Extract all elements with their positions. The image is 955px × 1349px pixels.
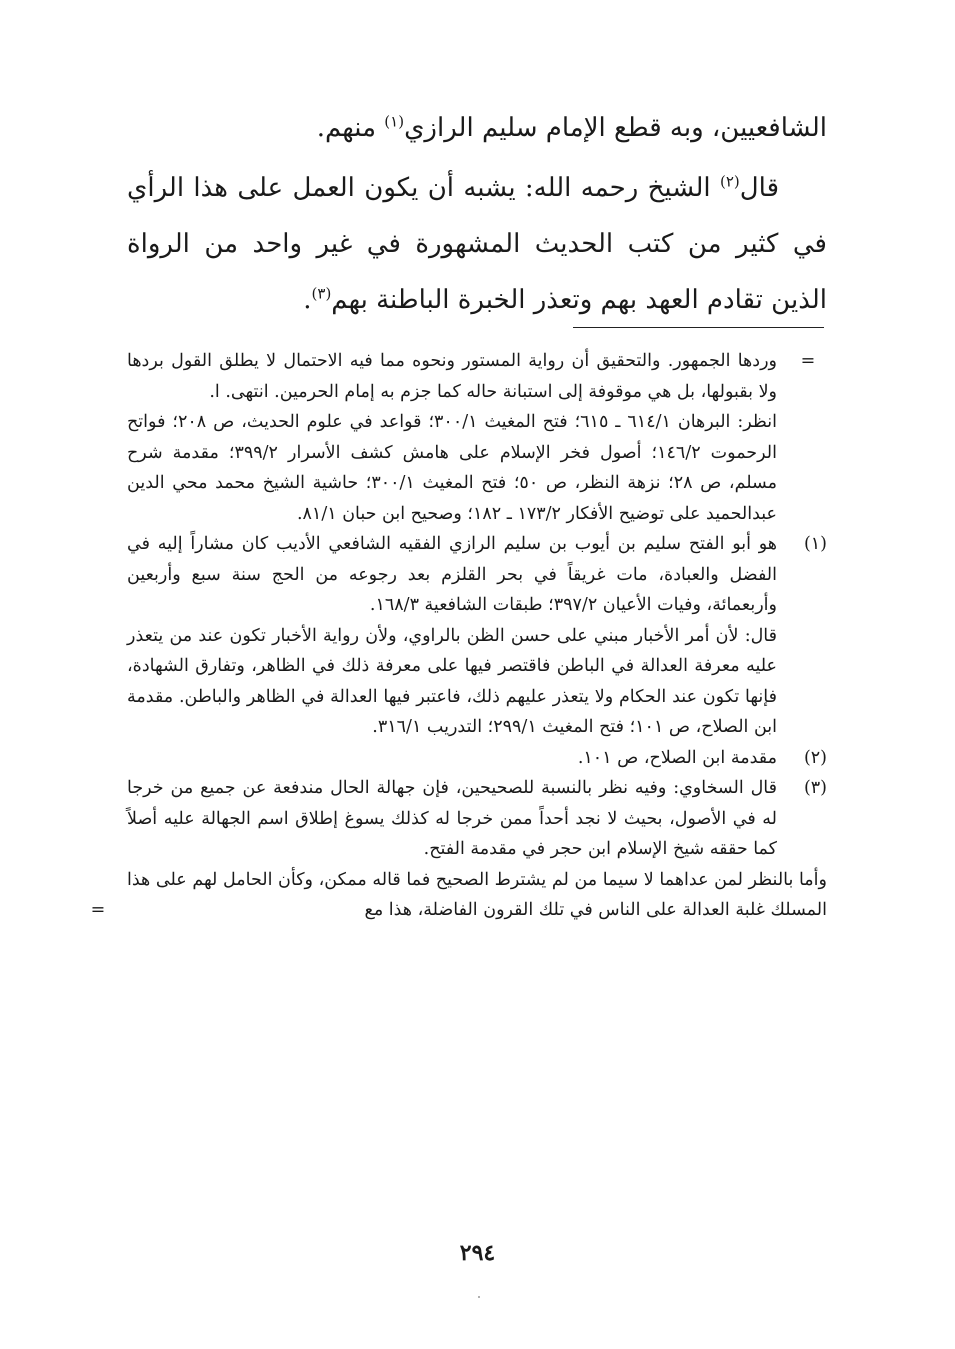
footnote-1-text: هو أبو الفتح سليم بن أيوب بن سليم الرازي الفقيه الشافعي الأديب كان مشاراً إليه في الفضل والعبادة، مات غريقاً في بحر القلزم بعد رجوعه من الحج سنة سبع وأربعين وأربعمائة، وفيات الأعيان ٣٩٧/٢؛ طبقات الشافعية ١٦٨/٣. bbox=[127, 534, 777, 615]
main-p1-text: الشافعيين، وبه قطع الإمام سليم الرازي bbox=[404, 113, 827, 143]
footnote-ref-3[interactable]: (٣) bbox=[311, 284, 332, 303]
main-p2-body: الشيخ رحمه الله: يشبه أن يكون العمل على هذا الرأي في كثير من كتب الحديث المشهورة في غير واحد من الرواة الذين تقادم العهد بهم وتعذر الخبرة الباطنة بهم bbox=[127, 173, 827, 315]
footnote-3 bbox=[90, 773, 827, 926]
footnote-3-text: قال السخاوي: وفيه نظر بالنسبة للصحيحين، فإن جهالة الحال مندفعة عن جميع من خرجا له في الأصول، بحيث لا نجد أحداً ممن خرجا له كذلك يسوغ إطلاق اسم الجهالة عليه أصلاً كما حققه شيخ الإسلام ابن حجر في مقدمة الفتح. bbox=[127, 778, 777, 859]
page-number: ٢٩٤ bbox=[459, 1240, 496, 1266]
footnote-ref-2[interactable]: (٢) bbox=[719, 172, 740, 191]
main-paragraph-1 bbox=[127, 100, 827, 156]
main-p1-tail: منهم. bbox=[316, 113, 385, 143]
end-continuation-marker: = bbox=[90, 900, 106, 920]
page-dot bbox=[478, 1296, 480, 1298]
footnote-ref-1[interactable]: (١) bbox=[384, 112, 405, 131]
footnote-3-text-2 bbox=[127, 865, 827, 926]
footnote-1 bbox=[127, 529, 827, 743]
main-paragraph-2 bbox=[127, 160, 827, 328]
footnote-2-text: مقدمة ابن الصلاح، ص ١٠١. bbox=[577, 747, 777, 768]
continuation-references: انظر: البرهان ٦١٤/١ ـ ٦١٥؛ فتح المغيث ٣٠٠/١؛ قواعد في علوم الحديث، ص ٢٠٨؛ فواتح الرحموت ١٤٦/٢؛ أصول فخر الإسلام على هامش كشف الأسرار ٣٩٩/٢؛ مقدمة شرح مسلم، ص ٢٨؛ نزهة النظر، ص ٥٠؛ فتح المغيث ٣٠٠/١؛ حاشية الشيخ محمد محي الدين عبدالحميد على توضيح الأفكار ١٧٣/٢ ـ ١٨٢؛ وصحيح ابن حبان ٨١/١. bbox=[127, 412, 778, 524]
footnote-3-text-2-body: وأما بالنظر لمن عداهما لا سيما من لم يشترط الصحيح فما قاله ممكن، وكأن الحامل لهم على هذا المسلك غلبة العدالة على الناس في تلك القرون الفاضلة، هذا مع bbox=[127, 869, 827, 920]
footnote-separator bbox=[573, 327, 824, 328]
footnote-continuation bbox=[127, 346, 827, 529]
footnotes-section bbox=[90, 346, 827, 926]
footnote-3-number: (٣) bbox=[803, 778, 827, 798]
main-p2-start: قال bbox=[739, 173, 779, 203]
continuation-marker: = bbox=[800, 351, 816, 371]
continuation-text: وردها الجمهور. والتحقيق أن رواية المستور ونحوه مما فيه الاحتمال لا يطلق القول بردها ولا بقبولها، بل هي موقوفة إلى استبانة حاله كما جزم به إمام الحرمين. انتهى. ا. bbox=[127, 351, 777, 402]
footnote-2-number: (٢) bbox=[803, 747, 827, 768]
main-p2-tail: . bbox=[303, 285, 312, 315]
footnote-1-number: (١) bbox=[803, 534, 827, 554]
footnote-2 bbox=[127, 743, 827, 774]
footnote-1-text-2: قال: لأن أمر الأخبار مبني على حسن الظن بالراوي، ولأن رواية الأخبار تكون عند من يتعذر عليه معرفة العدالة في الباطن فاقتصر فيها على معرفة ذلك في الظاهر، وتفارق الشهادة، فإنها تكون عند الحكام ولا يتعذر عليهم ذلك، فاعتبر فيها العدالة في الظاهر والباطن. مقدمة ابن الصلاح، ص ١٠١؛ فتح المغيث ٢٩٩/١؛ التدريب ٣١٦/١. bbox=[127, 625, 777, 737]
